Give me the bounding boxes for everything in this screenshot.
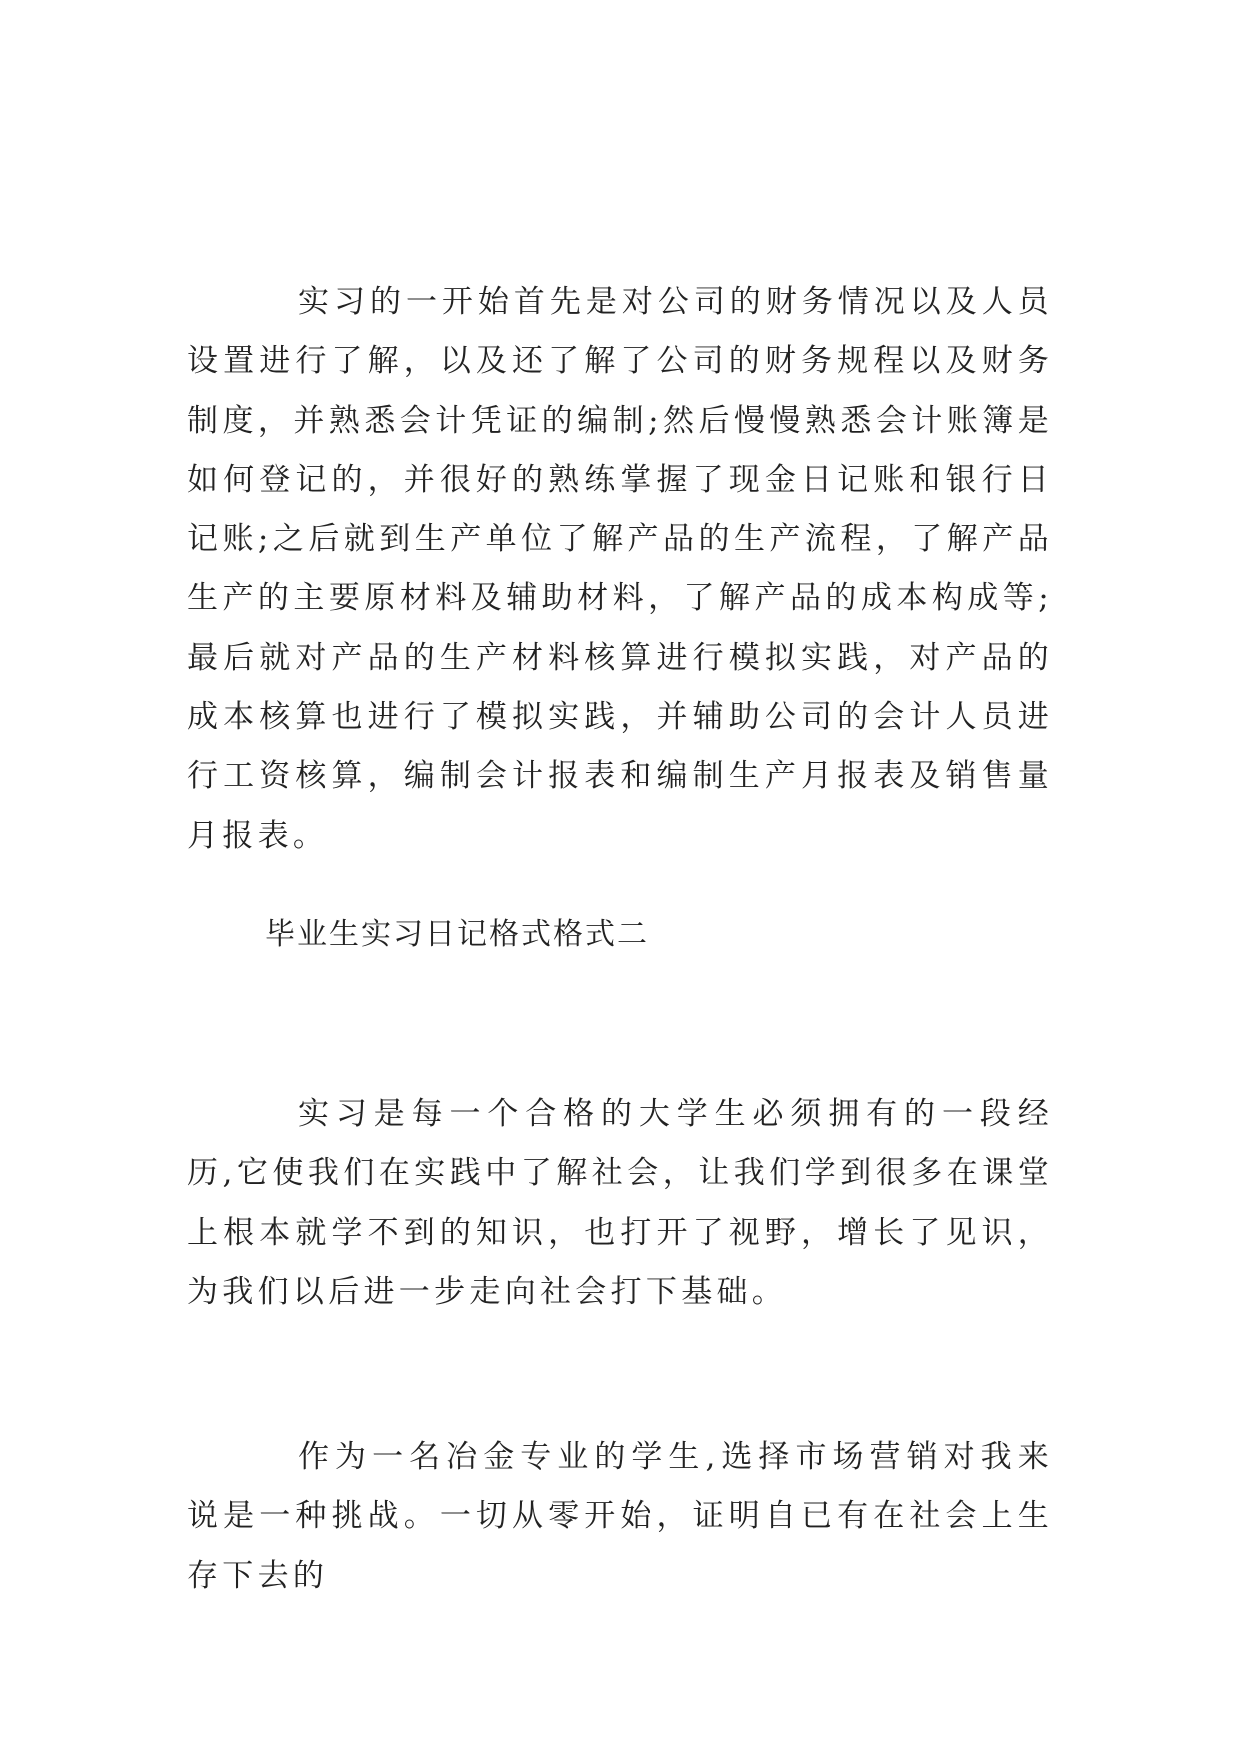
section-heading: 毕业生实习日记格式格式二: [265, 917, 649, 952]
body-paragraph-1: 实习的一开始首先是对公司的财务情况以及人员设置进行了解，以及还了解了公司的财务规程以及财务制度，并熟悉会计凭证的编制;然后慢慢熟悉会计账簿是如何登记的，并很好的熟练掌握了现金日记账和银行日记账;之后就到生产单位了解产品的生产流程，了解产品生产的主要原材料及辅助材料，了解产品的成本构成等;最后就对产品的生产材料核算进行模拟实践，对产品的成本核算也进行了模拟实践，并辅助公司的会计人员进行工资核算，编制会计报表和编制生产月报表及销售量月报表。: [187, 284, 1053, 854]
body-paragraph-3: 作为一名冶金专业的学生,选择市场营销对我来说是一种挑战。一切从零开始，证明自已有在社会上生存下去的: [187, 1439, 1053, 1594]
body-paragraph-2: 实习是每一个合格的大学生必须拥有的一段经历,它使我们在实践中了解社会，让我们学到很多在课堂上根本就学不到的知识，也打开了视野，增长了见识，为我们以后进一步走向社会打下基础。: [187, 1096, 1053, 1310]
